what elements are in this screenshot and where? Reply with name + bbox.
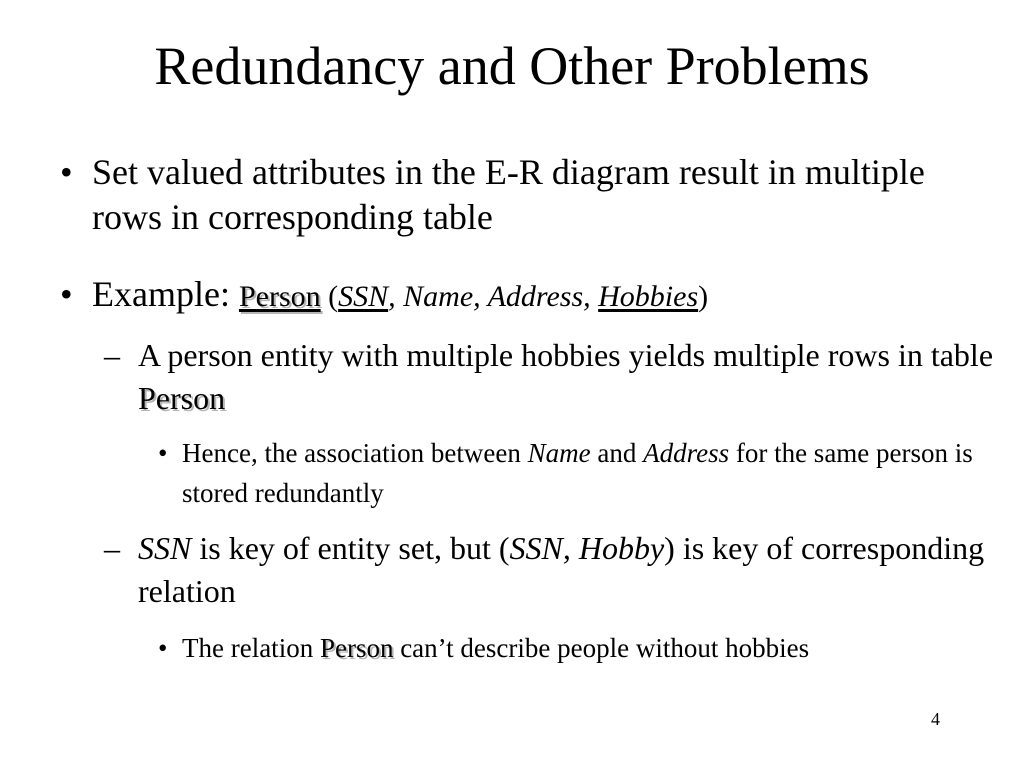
text-part: The relation xyxy=(182,633,320,663)
text-part: can’t describe people without hobbies xyxy=(393,633,810,663)
text-part: is key of entity set, but ( xyxy=(191,530,510,566)
text-part: and xyxy=(590,438,644,468)
bullet-set-valued-attributes xyxy=(60,150,1000,240)
text-part: Hence, the association between xyxy=(182,438,528,468)
bullet-marker: • xyxy=(60,152,73,192)
bullet-text: Set valued attributes in the E-R diagram result in multiple rows in corresponding table xyxy=(92,152,925,237)
bullet-example xyxy=(60,272,1000,319)
subbullet-multiple-rows xyxy=(104,334,1004,420)
open-paren: ( xyxy=(320,280,339,313)
page-number: 4 xyxy=(931,709,940,729)
relation-name-person: Person xyxy=(138,380,226,416)
bullet-marker: • xyxy=(158,438,168,468)
attr-name: Name xyxy=(527,438,591,468)
subsubbullet-text xyxy=(158,628,998,668)
subbullet-text xyxy=(104,527,1004,613)
bullet-text xyxy=(60,272,1000,319)
dash-marker: – xyxy=(104,530,120,566)
subsubbullet-no-hobbies xyxy=(158,628,998,668)
attr-name-address: , Name, Address, xyxy=(388,280,599,313)
attr-hobbies: Hobbies xyxy=(598,280,699,313)
dash-marker: – xyxy=(104,337,120,373)
subsubbullet-text xyxy=(158,433,998,513)
attr-ssn-hobby: SSN, Hobby xyxy=(509,530,665,566)
subbullet-text xyxy=(104,334,1004,420)
attr-ssn: SSN xyxy=(338,280,389,313)
text-part: for the same person is stored redundantly xyxy=(182,438,973,508)
text-part: ) is key of corresponding relation xyxy=(138,530,985,609)
relation-name-person: Person xyxy=(319,633,394,663)
subbullet-ssn-key xyxy=(104,527,1004,613)
subsubbullet-redundant-association xyxy=(158,433,998,513)
attr-address: Address xyxy=(643,438,730,468)
attr-ssn: SSN xyxy=(138,530,192,566)
close-paren: ) xyxy=(698,280,709,313)
bullet-marker: • xyxy=(60,274,73,314)
subbullet-body: A person entity with multiple hobbies yields multiple rows in table xyxy=(138,337,994,373)
example-prefix: Example: xyxy=(92,274,239,314)
relation-name-person: Person xyxy=(238,280,321,313)
slide-title: Redundancy and Other Problems xyxy=(154,36,870,96)
bullet-marker: • xyxy=(158,633,168,663)
